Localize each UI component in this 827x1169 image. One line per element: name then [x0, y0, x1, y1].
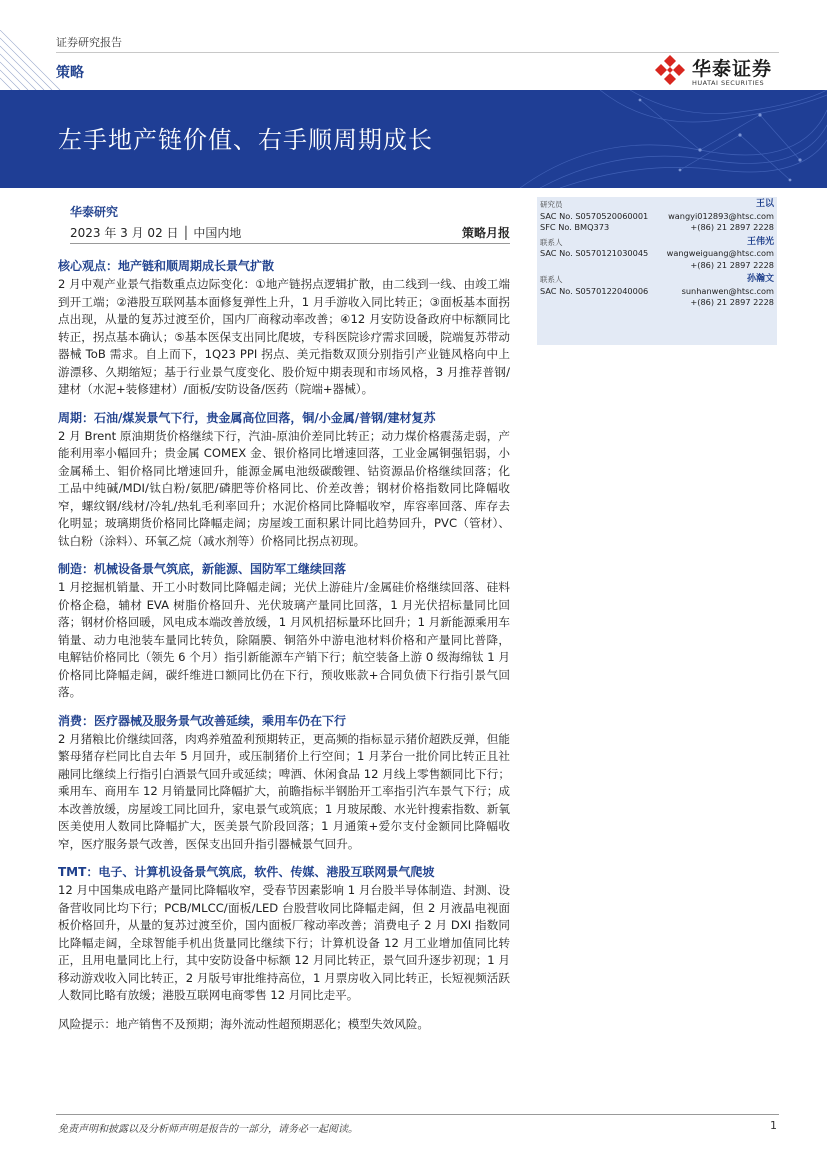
section-heading: 制造：机械设备景气筑底，新能源、国防军工继续回落: [58, 562, 347, 576]
section-consumer: [58, 713, 510, 854]
footer-divider: [56, 1114, 779, 1115]
analyst-panel: [537, 197, 777, 345]
analyst-role: 联系人: [540, 237, 563, 247]
category-label: 策略: [56, 65, 84, 81]
risk-warning: 风险提示：地产销售不及预期；海外流动性超预期恶化；模型失效风险。: [58, 1016, 430, 1031]
analyst-name: 王伟光: [746, 236, 774, 247]
section-body: 1 月挖掘机销量、开工小时数同比降幅走阔；光伏上游硅片/金属硅价格继续回落、硅料价格企稳，辅材 EVA 树脂价格回升、光伏玻璃产量同比回落，1 月光伏招标量同比回落；钢材价格回暖，风电成本端改善放缓，1 月风机招标量环比回升；1 月新能源乘用车销量、动力电池装车量同比转负，除隔膜、铜箔外中游电池材料价格和产量同比普降，电解钴价格同比（领先 6 个月）指引新能源车产销下行；航空装备上游 0 级海绵钛 1 月价格同比降幅走阔，碳纤维进口额同比仍在下行，预收账款+合同负债下行指引景气回落。: [58, 580, 510, 699]
section-heading: 消费：医疗器械及服务景气改善延续，乘用车仍在下行: [58, 713, 347, 728]
date-row: [70, 224, 510, 242]
report-tag: 策略月报: [461, 226, 510, 240]
analyst-name: 孙瀚文: [746, 274, 774, 284]
analyst-card: [540, 237, 774, 272]
logo-text-en: HUATAI SECURITIES: [692, 79, 765, 87]
brand-logo: [654, 54, 784, 90]
top-divider: [56, 52, 779, 53]
logo-mark-icon: [654, 54, 686, 86]
analyst-role: 研究员: [540, 200, 563, 209]
footer-disclaimer: 免责声明和披露以及分析师声明是报告的一部分，请务必一起阅读。: [58, 1124, 358, 1135]
section-heading: TMT：电子、计算机设备景气筑底，软件、传媒、港股互联网景气爬坡: [58, 865, 435, 879]
section-body: 2 月中观产业景气指数重点边际变化：①地产链拐点逻辑扩散，由二线到一线、由竣工端到开工端；②港股互联网基本面修复弹性上升，1 月手游收入同比转正；③面板基本面拐点出现，从量的复苏过渡至价，国内厂商稼动率改善；④12 月安防设备政府中标额同比转正，拐点基本确认；⑤基本医保支出同比爬坡，专科医院诊疗需求回暖，院端复苏带动器械 ToB 需求。自上而下，1Q23 PPI 拐点、美元指数双顶分别指引产业链风格向中上游漂移、久期缩短；基于行业景气度变化、股价短中期表现和市场风格，3 月推荐普钢/建材（水泥+装修建材）/面板/安防设备/医药（院端+器械）。: [58, 277, 510, 396]
analyst-card: [540, 199, 774, 234]
analyst-name: 王以: [755, 199, 774, 209]
analyst-role: 联系人: [540, 275, 563, 284]
section-heading: 核心观点：地产链和顺周期成长景气扩散: [58, 259, 275, 273]
analyst-sac: SAC No. S0570122040006: [540, 285, 649, 296]
section-core-view: [58, 258, 510, 399]
title-banner: [0, 90, 827, 188]
analyst-email[interactable]: sunhanwen@htsc.com: [681, 285, 774, 296]
analyst-sac: SAC No. S0570121030045: [540, 248, 649, 258]
section-tmt: [58, 864, 510, 1005]
section-body: 12 月中国集成电路产量同比降幅收窄，受春节因素影响 1 月台股半导体制造、封测、设备营收同比均下行；PCB/MLCC/面板/LED 台股营收同比降幅走阔，但 2 月液晶电视面板价格回升，从量的复苏过渡至价，国内面板厂稼动率改善；消费电子 2 月 DXI 指数同比降幅走阔，全球智能手机出货量同比继续下行；计算机设备 12 月工业增加值同比转正，且用电量同比上行，其中安防设备中标额 12 月同比转正，景气回升逐步初现；1 月移动游戏收入同比转正，2 月版号审批维持高位，1 月票房收入同比转正，长短视频活跃人数同比略有放缓；港股互联网电商零售 12 月同比走平。: [58, 883, 510, 1002]
main-content: [58, 258, 510, 1033]
section-manufacturing: [58, 561, 510, 702]
date-divider: [70, 243, 510, 244]
analyst-phone: +(86) 21 2897 2228: [690, 259, 774, 270]
report-type: 证券研究报告: [56, 36, 122, 49]
analyst-email[interactable]: wangyi012893@htsc.com: [668, 210, 774, 221]
report-date: 2023 年 3 月 02 日 │ 中国内地: [70, 226, 242, 240]
logo-text-cn: 华泰证券: [692, 58, 773, 80]
analyst-sfc: SFC No. BMQ373: [540, 222, 610, 232]
analyst-sac: SAC No. S0570520060001: [540, 210, 649, 221]
analyst-email[interactable]: wangweiguang@htsc.com: [666, 248, 774, 258]
analyst-phone: +(86) 21 2897 2228: [690, 222, 774, 232]
section-cycle: [58, 410, 510, 551]
section-body: 2 月 Brent 原油期货价格继续下行，汽油-原油价差同比转正；动力煤价格震荡走弱，产能利用率小幅回升；贵金属 COMEX 金、银价格同比增速回落，工业金属铜强铝弱，小金属稀土、钼价格同比增速回升，能源金属电池级碳酸锂、钴资源品价格继续回落；化工品中纯碱/MDI/钛白粉/氨肥/磷肥等价格同比、价差改善；钢材价格指数同比降幅收窄，螺纹钢/线材/冷轧/热轧毛利率回升；水泥价格同比降幅收窄，库容率回落、库存去化明显；玻璃期货价格同比降幅走阔；房屋竣工面积累计同比趋势回升，PVC（管材）、钛白粉（涂料）、环氧乙烷（减水剂等）价格同比拐点初现。: [58, 428, 510, 548]
page-number: 1: [770, 1119, 777, 1132]
research-label: 华泰研究: [70, 205, 119, 219]
section-body: 2 月猪粮比价继续回落，肉鸡养殖盈利预期转正，更高频的指标显示猪价超跌反弹，但能繁母猪存栏同比自去年 5 月回升，或压制猪价上行空间；1 月茅台一批价同比转正且社融同比继续上行指引白酒景气回升或延续；啤酒、休闲食品 12 月线上零售额同比下行；乘用车、商用车 12 月销量同比降幅扩大，前瞻指标半钢胎开工率指引汽车景气下行；成本改善放缓，房屋竣工同比回升，家电景气或筑底；1 月玻尿酸、水光针搜索指数、新氧医美使用人数同比降幅扩大，医美景气阶段回落；1 月通策+爱尔支付金额同比降幅收窄，医疗服务景气改善，医保支出回升指引器械景气回升。: [58, 731, 510, 851]
analyst-phone: +(86) 21 2897 2228: [690, 297, 774, 307]
page-title: 左手地产链价值、右手顺周期成长: [58, 126, 433, 154]
analyst-card: [540, 274, 774, 309]
section-heading: 周期：石油/煤炭景气下行，贵金属高位回落，铜/小金属/普钢/建材复苏: [58, 410, 436, 425]
